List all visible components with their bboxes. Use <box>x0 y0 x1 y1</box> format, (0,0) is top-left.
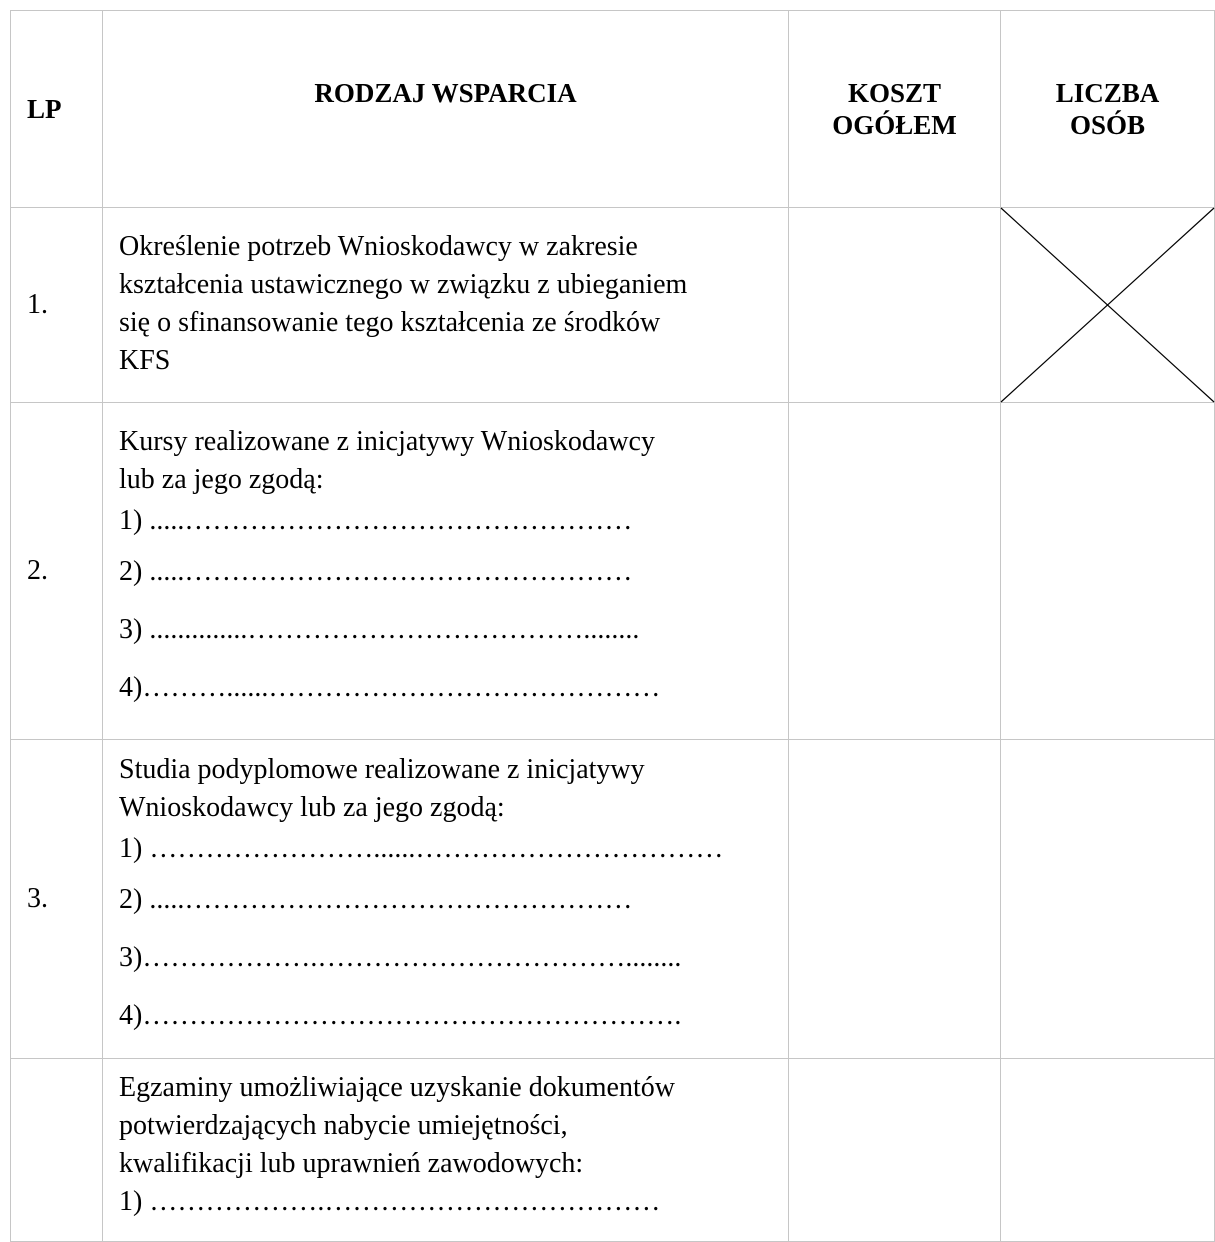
cross-out-mark <box>1001 208 1214 402</box>
description-line: Kursy realizowane z inicjatywy Wnioskodawcy <box>119 426 655 457</box>
header-liczba-line2: OSÓB <box>1069 110 1146 140</box>
header-rodzaj-wsparcia: RODZAJ WSPARCIA <box>103 11 789 208</box>
description-line: się o sfinansowanie tego kształcenia ze środków <box>119 307 661 338</box>
description-line: Wnioskodawcy lub za jego zgodą: <box>119 792 505 823</box>
fill-in-line-1[interactable]: 1) ……………….……………………………… <box>119 1186 661 1217</box>
support-type-cell <box>103 740 789 1059</box>
description-line: Studia podyplomowe realizowane z inicjatywy <box>119 754 645 785</box>
persons-cell[interactable] <box>1001 740 1215 1059</box>
fill-in-line-1[interactable]: 1) ……………………......…………………………… <box>119 833 724 864</box>
description-line: Określenie potrzeb Wnioskodawcy w zakresie <box>119 231 638 262</box>
description-line: kwalifikacji lub uprawnień zawodowych: <box>119 1148 584 1179</box>
fill-in-line-3[interactable]: 3) ..............………………………………........ <box>119 614 640 645</box>
support-type-cell <box>103 403 789 740</box>
persons-cell[interactable] <box>1001 403 1215 740</box>
fill-in-line-2[interactable]: 2) .....………………………………………… <box>119 884 633 915</box>
header-koszt-ogolem <box>789 11 1001 208</box>
row-number: 3. <box>11 740 103 1059</box>
row-number <box>11 1059 103 1242</box>
table-row <box>11 208 1215 403</box>
description-line: Egzaminy umożliwiające uzyskanie dokumentów <box>119 1072 675 1103</box>
header-koszt-line1: KOSZT <box>847 78 942 108</box>
cost-cell[interactable] <box>789 1059 1001 1242</box>
description-line: lub za jego zgodą: <box>119 464 324 495</box>
fill-in-line-1[interactable]: 1) .....………………………………………… <box>119 505 633 536</box>
support-type-cell <box>103 1059 789 1242</box>
description-line: kształcenia ustawicznego w związku z ubieganiem <box>119 269 688 300</box>
cost-cell[interactable] <box>789 208 1001 403</box>
header-liczba-line1: LICZBA <box>1055 78 1160 108</box>
persons-cell[interactable] <box>1001 1059 1215 1242</box>
fill-in-line-4[interactable]: 4)………......…………………………………… <box>119 672 661 703</box>
fill-in-line-2[interactable]: 2) .....………………………………………… <box>119 556 633 587</box>
fill-in-line-3[interactable]: 3)……………….……………………………........ <box>119 942 682 973</box>
table-row <box>11 1059 1215 1242</box>
header-row <box>11 11 1215 208</box>
row-number: 1. <box>11 208 103 403</box>
table-row <box>11 403 1215 740</box>
header-lp: LP <box>11 11 103 208</box>
support-table <box>10 10 1215 1242</box>
description-line: KFS <box>119 345 171 376</box>
cost-cell[interactable] <box>789 403 1001 740</box>
header-koszt-line2: OGÓŁEM <box>832 110 957 140</box>
support-type-cell <box>103 208 789 403</box>
description-line: potwierdzających nabycie umiejętności, <box>119 1110 568 1141</box>
fill-in-line-4[interactable]: 4)…………………………………………………. <box>119 1000 682 1031</box>
header-liczba-osob <box>1001 11 1215 208</box>
cost-cell[interactable] <box>789 740 1001 1059</box>
persons-cell-crossed-out <box>1001 208 1215 403</box>
table-row <box>11 740 1215 1059</box>
row-number: 2. <box>11 403 103 740</box>
